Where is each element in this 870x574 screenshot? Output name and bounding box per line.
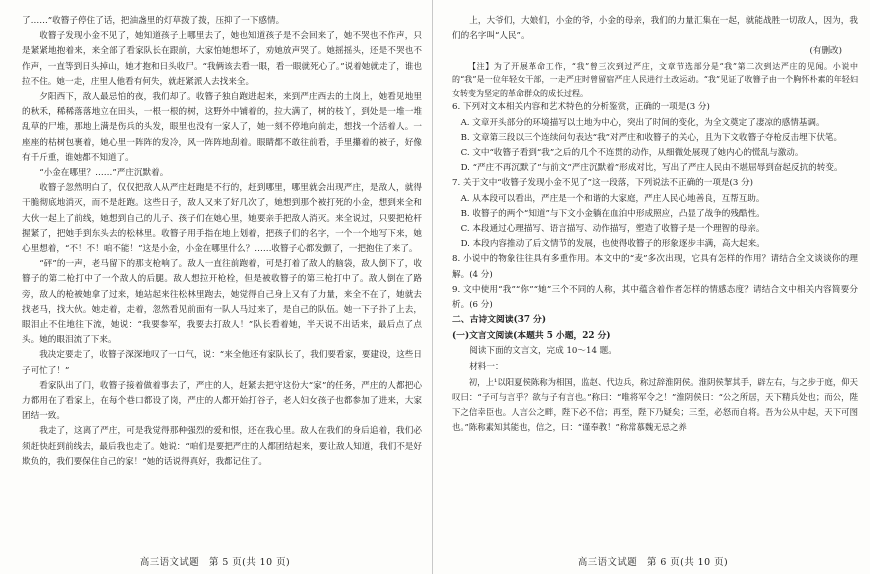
paragraph-1: 了……”收簪子停住了话，把油盏里的灯草拨了拨，压抑了一下感情。 bbox=[22, 16, 285, 26]
option-c: C. 本段通过心理描写、语言描写、动作描写，塑造了收簪子是一个理智的母亲。 bbox=[460, 224, 765, 235]
paragraph-9: 我走了，这离了严庄，可是我觉得那种强烈的爱和恨，还在我心里。敌人在我们的身后追着，我们必须赶快赶到前线去，最后我也走了。她说：“咱们是要把严庄的人都团结起来，要让敌人知道，我们不是好欺负的，我们要保住自己的家！”她的话说得真好，我都记住了。 bbox=[22, 426, 422, 467]
source-note: (有删改) bbox=[809, 46, 842, 57]
question-stem: 7. 关于文中“收簪子发现小金不见了”这一段落，下列说法不正确的一项是(3 分) bbox=[452, 178, 754, 189]
annotation: 【注】为了开展革命工作，“我”曾三次到过严庄，文章节选部分是“我”第二次到达严庄的见闻。小说中的“我”是一位年轻女干部，一走严庄时曾留宿严庄人民进行土改运动。“我”见证了收簪子由一个胸怀朴素的年轻妇女转变为坚定的革命群众的成长过程。 bbox=[452, 61, 858, 98]
question-7 bbox=[452, 176, 858, 252]
paragraph-5: 收簪子忽然明白了，仅仅把敌人从严庄赶跑是不行的，赶到哪里，哪里就会出现严庄，是敌人，就得干脆彻底地消灭，而不是赶跑。这些日子，敌人又来了好几次了，她想到那个被打死的小金，想到来全和大伙一起上了前线，她想到自己的儿子、孩子们在她心里，她要亲手把敌人消灭。来全说过，只要把枪杆握紧了，把她手到东头去的松林里。收簪子用手指在地上划着，把孩子们的名字，一个一个地写下来，她心里想着，“不！不！咱不能！”这是小金，小金在哪里什么？……收簪子心都发颤了，一把抱住了来了。 bbox=[22, 183, 422, 255]
page-footer-right: 高三语文试题 第 6 页(共 10 页) bbox=[577, 557, 729, 568]
option-d: D. “严庄不再沉默了”与前文“严庄沉默着”形成对比，写出了严庄人民由不堪屈辱到奋起反抗的转变。 bbox=[460, 163, 843, 174]
page-6 bbox=[436, 0, 870, 574]
reading-instruction: 阅读下面的文言文，完成 10～14 题。 bbox=[469, 346, 617, 357]
page-5 bbox=[0, 0, 430, 574]
paragraph-4: “小金在哪里？……”严庄沉默着。 bbox=[39, 168, 169, 179]
section-heading: 二、古诗文阅读(37 分) bbox=[452, 315, 547, 326]
story-ending: 上，大爷们，大娘们，小金的爷，小金的母亲，我们的力量汇集在一起，就能战胜一切敌人，因为，我们的名字叫“人民”。 bbox=[452, 16, 858, 42]
option-d: D. 本段内容推动了后文情节的发展，也使得收簪子的形象逐步丰满，高大起来。 bbox=[460, 239, 765, 250]
question-6 bbox=[452, 100, 858, 176]
option-a: A. 从本段可以看出，严庄是一个和谐的大家庭，严庄人民心地善良，互帮互助。 bbox=[460, 193, 765, 204]
paragraph-3: 夕阳西下，敌人最忌怕的夜，我们却了。收簪子独自跑进起来，来到严庄西去的土岗上，她看见地里的秋禾，稀稀落落地立在田头，一根一根的树，这野外中铺着的，拉大满了，树的枝丫，到处是一堆一堆乱草的尸堆，那地上满是伤兵的头发，眼里也没有一家人了，她一刻不停地向前走，想找一个活着人。一座座的枯树包裹着，她心里一阵阵的发冷，风一阵阵地刮着。眼睛都不敢往前看，手里攥着的被子，好像有千斤重，谁她都不知道了。 bbox=[22, 92, 422, 163]
option-b: B. 收簪子的两个“知道”与下文小金躺在血泊中形成照应，凸显了战争的残酷性。 bbox=[460, 208, 765, 219]
paragraph-7: 我决定要走了，收簪子深深地叹了一口气，说：“来全他还有家队长了，我们要看家，要建设，这些日子可忙了！” bbox=[22, 350, 422, 376]
paragraph-2: 收簪子发现小金不见了，她知道孩子上哪里去了，她也知道孩子是不会回来了，她不哭也不作声，只是紧紧地抱着来，来全部了看家队长在跟前，大家怕她想坏了，劝她放声哭了。她摇摇头，还是不哭也不作声，一直等到日头掉山，她才抱和日头收尸。“我俩该去看一眼，看一眼就死心了。”说着她就走了，谁也拉不住。她一走，庄里人他看有何失，就赶紧派人去找来全。 bbox=[22, 31, 422, 87]
option-b: B. 文章第三段以三个连续问句表达“我”对严庄和收簪子的关心，且为下文收簪子夺枪反击埋下伏笔。 bbox=[460, 132, 843, 143]
page-footer-left: 高三语文试题 第 5 页(共 10 页) bbox=[139, 557, 291, 568]
paragraph-8: 看家队出了门，收簪子接着做着事去了，严庄的人，赶紧去把守这份大“家”的任务，严庄的人都把心力都用在了看家上，在每个巷口都设了岗，严庄的人都开始打谷子，老人妇女孩子也都参加了进来，大家团结一致。 bbox=[22, 380, 422, 422]
question-9: 9. 文中使用“我”“你”“她”三个不同的人称，其中蕴含着作者怎样的情感态度？请结合文中相关内容简要分析。(6 分) bbox=[452, 284, 858, 311]
question-stem: 6. 下列对文本相关内容和艺术特色的分析鉴赏，正确的一项是(3 分) bbox=[452, 102, 710, 113]
option-a: A. 文章开头部分的环境描写以土地为中心，突出了时间的变化，为全文奠定了凄凉的感情基调。 bbox=[460, 117, 825, 128]
question-8: 8. 小说中的物象往往具有多重作用。本文中的“麦”多次出现，它具有怎样的作用？请结合全文谈谈你的理解。(4 分) bbox=[452, 254, 858, 280]
page-divider bbox=[432, 0, 433, 574]
subsection-heading: (一)文言文阅读(本题共 5 小题，22 分) bbox=[452, 330, 611, 341]
classical-passage: 初，上¹以阳夏侯陈称为相国，监赵、代边兵，称过辞淮阴侯。淮阴侯挈其手，辟左右，与之步于庭，仰天叹曰：“子可与言乎？欲与子有言也。”称曰：“唯将军令之！”淮阴侯曰：“公之所居，天下精兵处也；而公，陛下之信幸臣也。人言公之畔，陛下必不信；再至，陛下乃疑矣；三至，必怒而自将。吾为公从中起，天下可图也。”陈称素知其能也，信之，曰：“谨奉教！”称常慕魏无忌之养 bbox=[452, 376, 858, 433]
material-label: 材料一： bbox=[469, 361, 504, 372]
paragraph-6: “砰”的一声，老马留下的那支枪响了。敌人一直往前跑着，可是打着了敌人的脑袋，敌人倒下了，收簪子的第二枪打中了一个敌人的后腿。敌人想拉开枪栓，但是被收簪子的第三枪打中了。敌人倒在了路旁，敌人的枪被她拿了过来，她站起来往松林里跑去，她觉得自己身上又有了力量，来全不在了，她就去找老马，找大伙。她走着，走着，忽然看见前面有一队人马过来了，是自己的队伍。她一下子扑了上去，眼泪止不住地往下流，她说：“我要参军，我要去打敌人！”队长看着她，半天说不出话来，最后点了点头。她的眼泪流了下来。 bbox=[22, 259, 422, 346]
option-c: C. 文中“收簪子看到“我”之后的几个不连贯的动作，从细微处展现了她内心的慌乱与激动。 bbox=[460, 148, 804, 158]
